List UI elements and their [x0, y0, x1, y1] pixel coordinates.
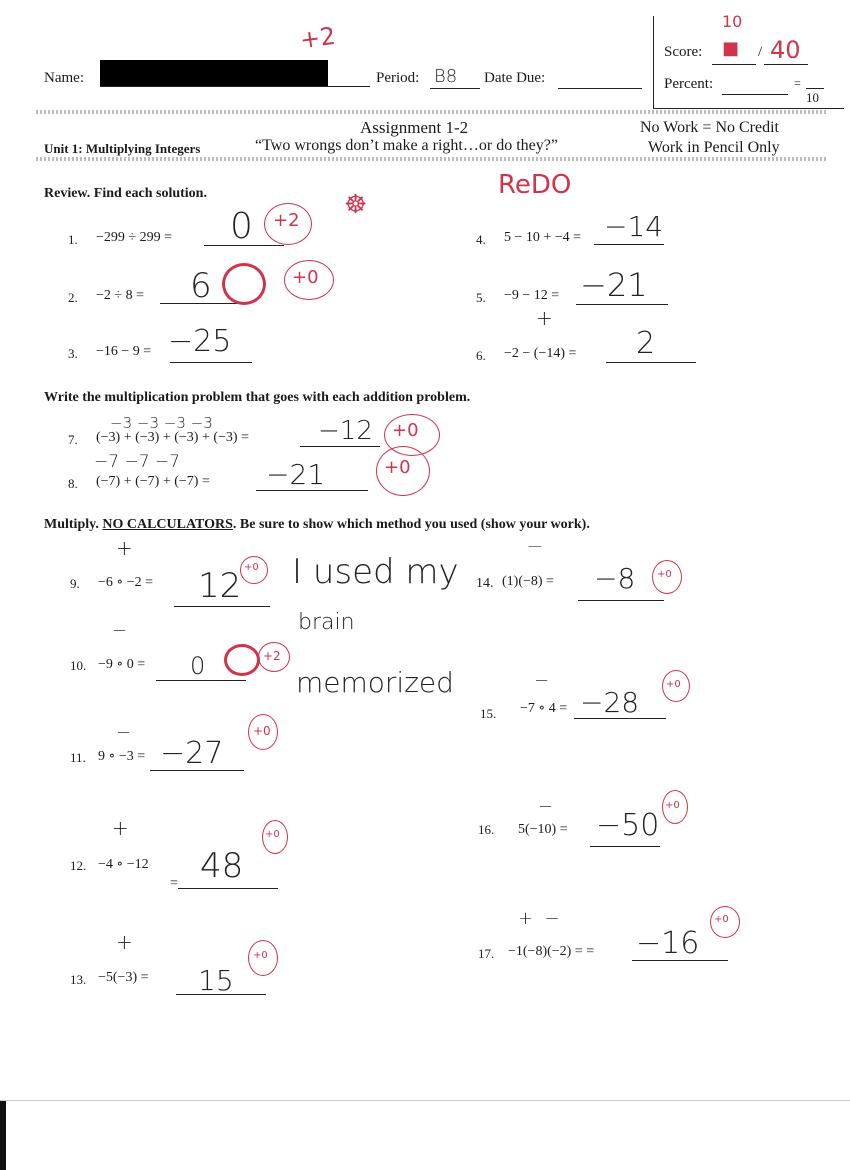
date-due-line[interactable] [558, 88, 642, 89]
score-crossed: ■ [722, 38, 740, 59]
work-marks: −7 −7 −7 [94, 452, 180, 472]
grade-mark: +0 [657, 569, 672, 580]
answer-line[interactable] [606, 362, 696, 363]
problem-expression: −2 ÷ 8 = [96, 288, 144, 303]
answer: −28 [580, 686, 640, 719]
problem-number: 16. [478, 822, 495, 837]
answer: 0 [190, 652, 206, 680]
answer: −8 [594, 562, 636, 595]
problem-number: 3. [68, 346, 78, 361]
unit-title: Unit 1: Multiplying Integers [44, 141, 201, 156]
grade-mark: +0 [384, 457, 411, 478]
rule-no-work: No Work = No Credit [640, 119, 779, 136]
problem-expression: −9 ∘ 0 = [98, 657, 146, 672]
note-used-my: I used my [292, 552, 459, 592]
problem-expression: −7 ∘ 4 = [520, 701, 568, 716]
fraction-bar [806, 88, 824, 89]
score-slash: / [758, 44, 763, 60]
scan-edge [0, 1100, 6, 1170]
assignment-title: Assignment 1-2 [360, 118, 469, 137]
answer: 12 [198, 566, 242, 606]
multiply-prefix: Multiply. [44, 517, 99, 532]
problem-expression: −5(−3) = [98, 970, 149, 985]
review-heading: Review. Find each solution. [44, 186, 207, 201]
problem-expression: 5 − 10 + −4 = [504, 230, 582, 245]
score-label: Score: [664, 44, 703, 60]
sign-mark: + [112, 816, 129, 840]
grade-mark: +0 [392, 420, 419, 441]
problem-number: 2. [68, 290, 78, 305]
percent-line[interactable] [722, 94, 788, 95]
problem-expression: −6 ∘ −2 = [98, 575, 154, 590]
answer-line[interactable] [590, 846, 660, 847]
sign-mark: + [116, 930, 133, 954]
grade-mark: +0 [714, 914, 729, 925]
note-memorized: memorized [296, 666, 454, 699]
problem-number: 8. [68, 476, 78, 491]
header-divider [36, 110, 826, 114]
title-divider [36, 157, 826, 161]
no-calculators: NO CALCULATORS [102, 517, 233, 532]
answer: −16 [636, 926, 700, 961]
date-due-label: Date Due: [484, 70, 546, 86]
sign-mark: − [112, 620, 128, 641]
percent-denominator: 10 [806, 90, 819, 105]
problem-number: 15. [480, 706, 497, 721]
score-value: 10 [722, 12, 743, 31]
grade-mark: +0 [253, 950, 268, 961]
sign-mark: − [534, 670, 550, 691]
answer: 15 [198, 964, 234, 997]
answer: −12 [318, 416, 373, 446]
answer-line[interactable] [300, 446, 380, 447]
percent-label: Percent: [664, 76, 714, 92]
sign-mark: − [116, 722, 132, 743]
grade-mark: +0 [253, 724, 271, 738]
name-line[interactable] [100, 86, 370, 87]
problem-number: 17. [478, 946, 495, 961]
problem-number: 11. [70, 750, 86, 765]
problem-number: 10. [70, 658, 87, 673]
multiply-rest: . Be sure to show which method you used (show your work). [232, 517, 590, 532]
scribble-circle [222, 263, 266, 305]
answer: 6 [190, 266, 212, 306]
answer: −27 [160, 736, 224, 771]
scribble-circle [224, 644, 260, 676]
answer: 0 [230, 206, 253, 247]
problem-number: 12. [70, 858, 87, 873]
sign-mark: + [116, 536, 133, 560]
grade-mark: +0 [292, 267, 319, 288]
problem-expression: (−3) + (−3) + (−3) + (−3) = [96, 430, 249, 445]
sign-mark: — [528, 538, 542, 554]
write-heading: Write the multiplication problem that goes with each addition problem. [44, 390, 471, 405]
problem-number: 13. [70, 972, 87, 987]
name-redacted-field [100, 60, 328, 86]
answer: 48 [200, 846, 244, 886]
problem-expression: −9 − 12 = [504, 288, 560, 303]
answer-line[interactable] [174, 606, 270, 607]
name-label: Name: [44, 70, 84, 86]
problem-number: 4. [476, 232, 486, 247]
sign-mark: − [538, 796, 554, 817]
answer: −14 [604, 210, 664, 243]
problem-expression: −4 ∘ −12 [98, 857, 149, 872]
redo-note: ReDO [498, 170, 572, 200]
score-line [712, 64, 756, 65]
name-red-mark: +2 [298, 21, 338, 55]
problem-expression: −1(−8)(−2) = = [508, 944, 595, 959]
period-value: B8 [434, 66, 458, 87]
problem-number: 6. [476, 348, 486, 363]
problem-number: 5. [476, 290, 486, 305]
answer-line[interactable] [170, 362, 252, 363]
problem-number: 9. [70, 576, 80, 591]
score-total: 40 [770, 36, 801, 64]
problem-expression: −16 − 9 = [96, 344, 152, 359]
answer-line[interactable] [578, 600, 664, 601]
answer: −21 [580, 266, 648, 304]
answer-line[interactable] [178, 888, 278, 889]
problem-expression: −2 − (−14) = [504, 346, 577, 361]
problem-expression: 9 ∘ −3 = [98, 749, 146, 764]
problem-number: 1. [68, 232, 78, 247]
sign-mark: + [536, 306, 553, 330]
grade-mark: +2 [263, 649, 281, 663]
quote-title: “Two wrongs don’t make a right…or do they?” [255, 137, 558, 154]
grade-mark: +0 [244, 562, 259, 573]
problem-expression: (1)(−8) = [502, 574, 554, 589]
note-brain: brain [298, 610, 355, 635]
period-label: Period: [376, 70, 420, 86]
answer-line[interactable] [594, 244, 664, 245]
score-total-line [764, 64, 808, 65]
rule-pencil: Work in Pencil Only [648, 139, 780, 156]
problem-expression: −299 ÷ 299 = [96, 230, 172, 245]
problem-number: 14. [476, 576, 494, 591]
grade-mark: +0 [665, 800, 680, 811]
problem-expression: 5(−10) = [518, 822, 568, 837]
answer-line[interactable] [156, 680, 246, 681]
grade-mark: +2 [273, 210, 300, 231]
problem-number: 7. [68, 432, 78, 447]
grade-mark: +0 [265, 829, 280, 840]
problem-expression: (−7) + (−7) + (−7) = [96, 474, 210, 489]
multiply-heading [44, 517, 590, 533]
page-bottom-edge [0, 1100, 850, 1101]
answer: 2 [636, 326, 656, 361]
doodle-icon: ☸ [344, 190, 368, 220]
grade-mark: +0 [666, 679, 681, 690]
equals-sign: = [170, 876, 178, 891]
answer-line[interactable] [576, 304, 668, 305]
sign-mark: + − [518, 908, 560, 929]
answer: −50 [596, 808, 660, 843]
answer: −21 [266, 458, 326, 491]
percent-equals: = [794, 76, 801, 90]
period-line[interactable] [430, 88, 480, 89]
answer: −25 [168, 324, 232, 359]
work-marks: −3 −3 −3 −3 [110, 414, 213, 432]
